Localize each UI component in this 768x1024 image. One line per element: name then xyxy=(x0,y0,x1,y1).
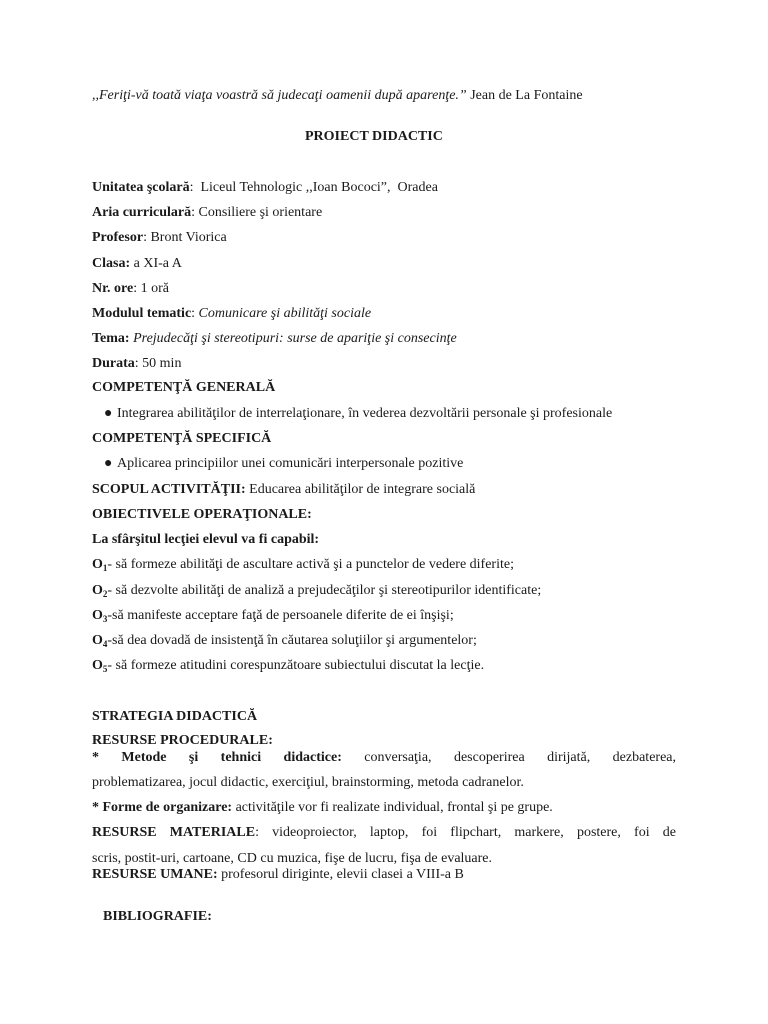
info-separator: : xyxy=(143,230,147,245)
info-value: Consiliere şi orientare xyxy=(195,205,323,220)
metode-label: * Metode şi tehnici didactice: xyxy=(92,750,342,765)
info-separator: : xyxy=(191,306,199,321)
obiectiv-text: -să manifeste acceptare faţă de persoanele diferite de ei înşişi; xyxy=(107,608,454,623)
scopul-activitatii xyxy=(92,481,475,498)
obiectiv-text: - să formeze abilităţi de ascultare activă şi a punctelor de vedere diferite; xyxy=(107,557,514,572)
forme-text: activităţile vor fi realizate individual, frontal şi pe grupe. xyxy=(232,800,553,815)
info-label: Clasa: xyxy=(92,256,131,271)
info-value: Comunicare şi abilităţi sociale xyxy=(198,306,372,321)
competenta-generala-item xyxy=(104,405,612,422)
info-label: Modulul tematic xyxy=(92,306,192,321)
competenta-specifica-heading: COMPETENŢĂ SPECIFICĂ xyxy=(92,431,272,446)
epigraph xyxy=(92,87,583,104)
document-title: PROIECT DIDACTIC xyxy=(305,129,443,144)
info-value: 1 oră xyxy=(137,281,169,296)
obiectiv-letter: O xyxy=(92,633,103,648)
materiale-line2: scris, postit-uri, cartoane, CD cu muzica, fişe de lucru, fişa de evaluare. xyxy=(92,851,493,866)
epigraph-author: Jean de La Fontaine xyxy=(466,88,583,103)
obiectiv-letter: O xyxy=(92,557,103,572)
obiectiv-item xyxy=(92,607,454,624)
info-value: 50 min xyxy=(138,356,182,371)
obiective-intro: La sfârşitul lecţiei elevul va fi capabil: xyxy=(92,532,320,547)
info-label: Profesor xyxy=(92,230,144,245)
obiectiv-number: 3 xyxy=(102,614,108,624)
forme-organizare xyxy=(92,799,553,816)
info-label: Nr. ore xyxy=(92,281,134,296)
materiale-text: : videoproiector, laptop, foi flipchart, markere, postere, foi de xyxy=(255,825,677,840)
umane-label: RESURSE UMANE: xyxy=(92,867,218,882)
materiale-line xyxy=(92,824,676,841)
obiectiv-number: 2 xyxy=(102,589,108,599)
info-row xyxy=(92,305,371,322)
info-row xyxy=(92,204,322,221)
info-label: Aria curriculară xyxy=(92,205,192,220)
competenta-specifica-item xyxy=(104,455,463,472)
obiectiv-item xyxy=(92,657,484,674)
info-row xyxy=(92,179,438,196)
umane-text: profesorul diriginte, elevii clasei a VIII-a B xyxy=(217,867,464,882)
scopul-label: SCOPUL ACTIVITĂŢII: xyxy=(92,482,246,497)
bullet-icon: ● xyxy=(104,456,113,471)
obiective-heading: OBIECTIVELE OPERAŢIONALE: xyxy=(92,507,312,522)
info-row xyxy=(92,330,457,347)
metode-line xyxy=(92,749,676,766)
obiectiv-item xyxy=(92,632,477,649)
competenta-generala-heading: COMPETENŢĂ GENERALĂ xyxy=(92,380,276,395)
bullet-icon: ● xyxy=(104,406,113,421)
info-value: Liceul Tehnologic ,,Ioan Bococi”, Oradea xyxy=(193,180,438,195)
info-row xyxy=(92,229,227,246)
info-separator: : xyxy=(134,356,139,371)
obiectiv-number: 5 xyxy=(102,664,108,674)
info-row xyxy=(92,355,181,372)
info-value: Prejudecăţi şi stereotipuri: surse de apariţie şi consecinţe xyxy=(133,331,457,346)
resurse-umane xyxy=(92,866,464,883)
obiectiv-letter: O xyxy=(92,583,103,598)
info-row xyxy=(92,280,169,297)
strategia-heading: STRATEGIA DIDACTICĂ xyxy=(92,709,258,724)
obiectiv-letter: O xyxy=(92,608,103,623)
obiectiv-number: 1 xyxy=(102,563,108,573)
obiectiv-letter: O xyxy=(92,658,103,673)
obiectiv-text: - să formeze atitudini corespunzătoare subiectului discutat la lecţie. xyxy=(107,658,485,673)
competenta-specifica-text: Aplicarea principiilor unei comunicări interpersonale pozitive xyxy=(117,456,464,471)
obiectiv-item xyxy=(92,582,541,599)
info-value: a XI-a A xyxy=(130,256,182,271)
obiectiv-text: -să dea dovadă de insistenţă în căutarea soluţiilor şi argumentelor; xyxy=(107,633,477,648)
competenta-generala-text: Integrarea abilităţilor de interrelaţionare, în vederea dezvoltării personale şi profesionale xyxy=(117,406,613,421)
epigraph-quote: ,,Feriţi-vă toată viaţa voastră să judecaţi oamenii după aparenţe.” xyxy=(92,88,467,103)
scopul-value: Educarea abilităţilor de integrare socială xyxy=(245,482,476,497)
obiectiv-item xyxy=(92,556,514,573)
info-separator: : xyxy=(191,205,196,220)
forme-label: * Forme de organizare: xyxy=(92,800,233,815)
metode-text: conversaţia, descoperirea dirijată, dezbaterea, xyxy=(364,750,676,765)
info-label: Tema: xyxy=(92,331,130,346)
info-label: Durata xyxy=(92,356,135,371)
materiale-label: RESURSE MATERIALE xyxy=(92,825,256,840)
info-row xyxy=(92,255,182,272)
info-separator: : xyxy=(133,281,138,296)
info-label: Unitatea şcolară xyxy=(92,180,190,195)
resurse-procedurale-heading: RESURSE PROCEDURALE: xyxy=(92,733,273,748)
info-value: Bront Viorica xyxy=(146,230,227,245)
obiectiv-number: 4 xyxy=(102,639,108,649)
metode-line2: problematizarea, jocul didactic, exerciţiul, brainstorming, metoda cadranelor. xyxy=(92,775,524,790)
info-separator: : xyxy=(189,180,194,195)
bibliografie-heading: BIBLIOGRAFIE: xyxy=(103,909,212,924)
obiectiv-text: - să dezvolte abilităţi de analiză a prejudecăţilor şi stereotipurilor identificate; xyxy=(107,583,542,598)
